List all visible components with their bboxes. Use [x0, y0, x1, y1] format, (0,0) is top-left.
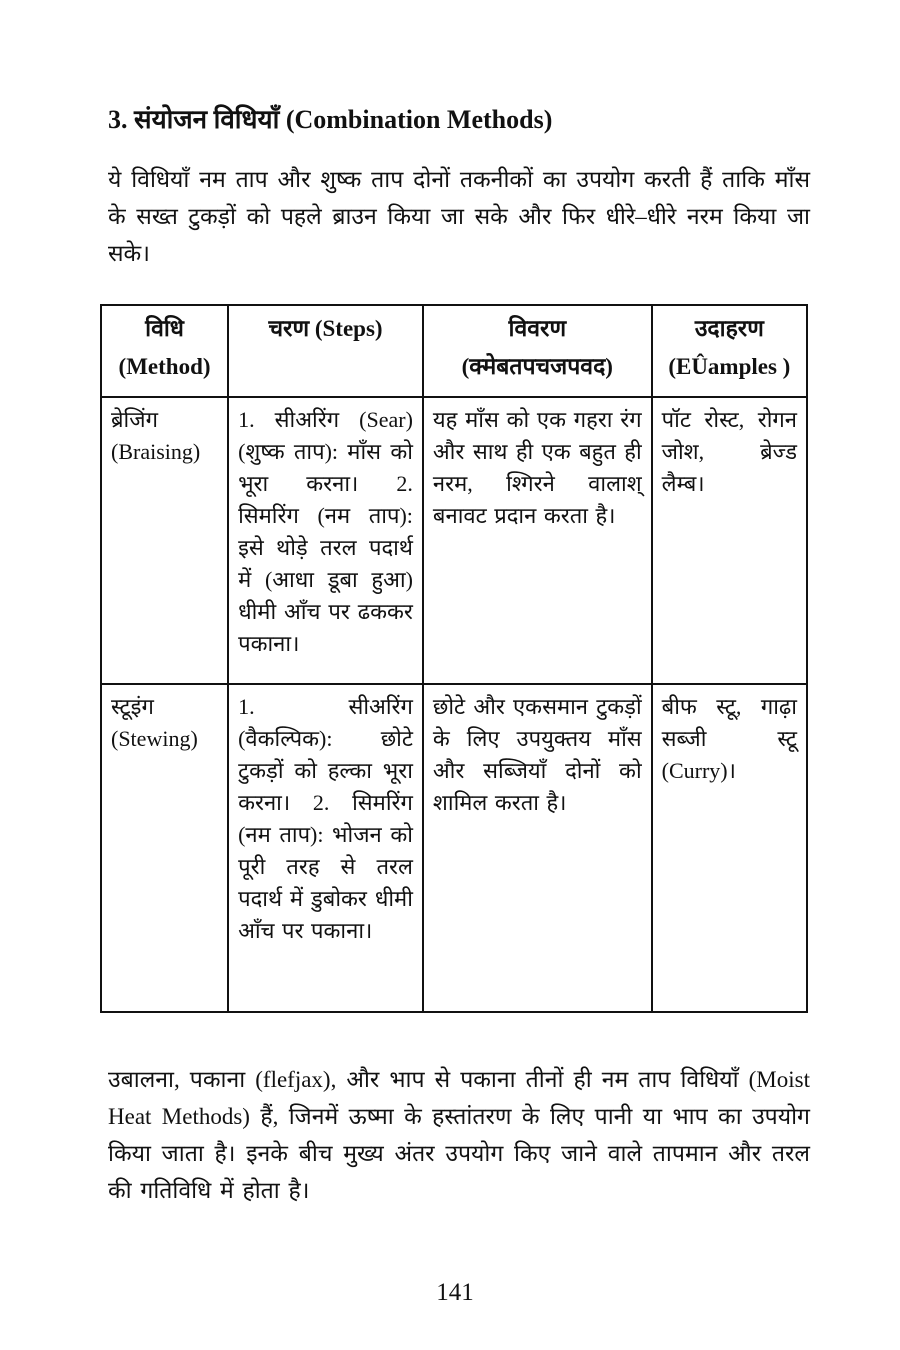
header-line: (क्मेबतपचजपवद) [461, 353, 613, 379]
header-line: (Method) [118, 353, 211, 379]
steps-cell [228, 397, 423, 684]
description-text: छोटे और एकसमान टुकड़ों के लिए उपयुक्तय माँस और सब्जियाँ दोनों को शामिल करता है। [432, 693, 642, 815]
col-header-examples [652, 305, 807, 397]
method-name-hindi: ब्रेजिंग [111, 406, 158, 432]
page-number: 141 [436, 1278, 474, 1306]
table-header-row [101, 305, 807, 397]
examples-cell [652, 684, 807, 1012]
steps-cell [228, 684, 423, 1012]
header-line: विधि [145, 315, 184, 341]
col-header-method [101, 305, 228, 397]
examples-cell [652, 397, 807, 684]
header-line: (EÛamples ) [668, 353, 791, 379]
method-cell [101, 397, 228, 684]
col-header-description [423, 305, 652, 397]
header-line: उदाहरण [694, 315, 764, 341]
steps-text: 1. सीअरिंग (वैकल्पिक): छोटे टुकड़ों को हल्का भूरा करना। 2. सिमरिंग (नम ताप): भोजन को पूरी तरह से तरल पदार्थ में डुबोकर धीमी आँच पर पकाना। [238, 693, 413, 943]
method-cell [101, 684, 228, 1012]
table-row-stewing [101, 684, 807, 1012]
examples-text: बीफ स्टू, गाढ़ा सब्जी स्टू (Curry)। [661, 693, 797, 783]
combination-methods-table [100, 304, 808, 1013]
method-name-english: (Braising) [111, 438, 201, 464]
section-heading: 3. संयोजन विधियाँ (Combination Methods) [108, 105, 553, 134]
description-cell [423, 397, 652, 684]
method-name-english: (Stewing) [111, 725, 198, 751]
header-line: विवरण [508, 315, 567, 341]
header-line: चरण (Steps) [268, 315, 383, 341]
description-cell [423, 684, 652, 1012]
examples-text: पॉट रोस्ट, रोगन जोश, ब्रेज्ड लैम्ब। [661, 406, 797, 496]
description-text: यह माँस को एक गहरा रंग और साथ ही एक बहुत ही नरम, श्गिरने वालाश् बनावट प्रदान करता है। [432, 406, 642, 528]
table-row-braising [101, 397, 807, 684]
steps-text: 1. सीअरिंग (Sear) (शुष्क ताप): माँस को भूरा करना। 2. सिमरिंग (नम ताप): इसे थोड़े तरल पदार्थ में (आधा डूबा हुआ) धीमी आँच पर ढककर पकाना। [238, 406, 413, 656]
closing-paragraph: उबालना, पकाना (flefjax), और भाप से पकाना तीनों ही नम ताप विधियाँ (Moist Heat Methods) हैं, जिनमें ऊष्मा के हस्तांतरण के लिए पानी या भाप का उपयोग किया जाता है। इनके बीच मुख्य अंतर उपयोग किए जाने वाले तापमान और तरल की गतिविधि में होता है। [108, 1066, 810, 1203]
intro-paragraph: ये विधियाँ नम ताप और शुष्क ताप दोनों तकनीकों का उपयोग करती हैं ताकि माँस के सख्त टुकड़ों को पहले ब्राउन किया जा सके और फिर धीरे–धीरे नरम किया जा सके। [108, 166, 810, 266]
col-header-steps [228, 305, 423, 397]
method-name-hindi: स्टूइंग [111, 693, 154, 719]
